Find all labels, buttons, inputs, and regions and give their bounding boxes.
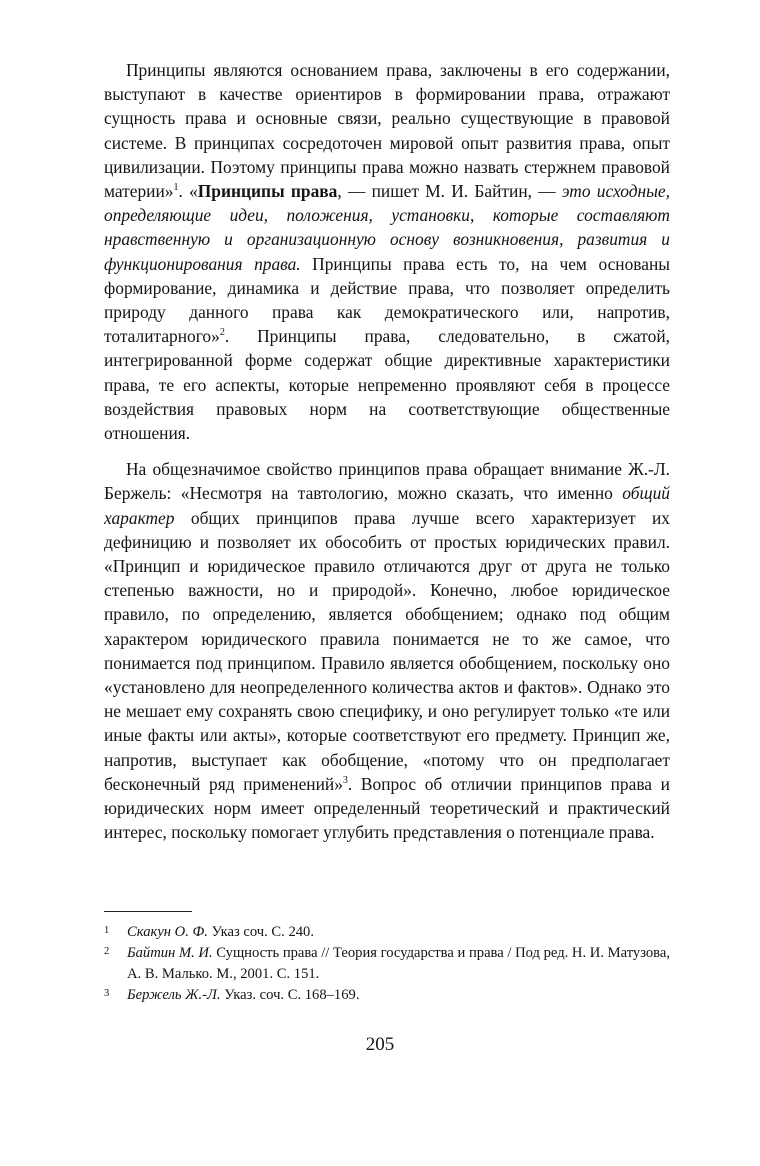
footnote-number: 1 bbox=[104, 925, 110, 936]
paragraph-1-text-5: . Принципы права, следовательно, в сжатой, интегрированной форме содержат общие директивные характеристики права, те его аспекты, которые непременно проявляют себя в процессе воздействия правовых норм на соответствующие общественные отношения. bbox=[104, 326, 670, 444]
footnote-ref-1: 1 bbox=[173, 182, 179, 194]
footnote-author: Бержель Ж.-Л. bbox=[127, 987, 221, 1003]
paragraph-1-text-3: , — пишет М. И. Байтин, — bbox=[337, 181, 562, 202]
paragraph-1-text-4: Принципы права есть то, на чем основаны формирование, динамика и действие права, что позволяет определить природу данного права как демократического или, напротив, тоталитарного» bbox=[104, 253, 670, 347]
footnote-text: Сущность права // Теория государства и права / Под ред. Н. И. Матузова, А. В. Малько. М., 2001. С. 151. bbox=[127, 945, 670, 982]
footnote-text: Указ. соч. С. 168–169. bbox=[220, 987, 360, 1003]
paragraph-1 bbox=[104, 58, 670, 445]
footnote-author: Скакун О. Ф. bbox=[127, 924, 208, 940]
page-number: 205 bbox=[365, 1034, 395, 1055]
footnote-number: 3 bbox=[104, 988, 110, 999]
italic-general-character: общий характер bbox=[104, 483, 670, 528]
footnote-author: Байтин М. И. bbox=[127, 945, 213, 961]
paragraph-2-text-2: общих принципов права лучше всего характеризует их дефиницию и позволяет их обособить от простых юридических правил. «Принцип и юридическое правило отличаются друг от друга не только степенью важности, но и природой». Конечно, любое юридическое правило, по определению, является обобщением; однако под общим характером юридического правила понимается не то же самое, что понимается под принципом. Правило является обобщением, поскольку оно «установлено для неопределенного количества актов и фактов». Однако это не мешает ему сохранять свою специфику, и оно регулирует только «те или иные факты или акты», которые соответствуют его предмету. Принцип же, напротив, выступает как обобщение, «потому что он предполагает бесконечный ряд применений» bbox=[104, 507, 670, 794]
paragraph-2-text-1: На общезначимое свойство принципов права обращает внимание Ж.-Л. Бержель: «Несмотря на тавтологию, можно сказать, что именно bbox=[104, 459, 670, 504]
paragraph-2 bbox=[104, 457, 670, 844]
footnote-ref-2: 2 bbox=[219, 327, 225, 339]
italic-definition: это исходные, определяющие идеи, положения, установки, которые составляют нравственную и организационную основу возникновения, развития и функционирования права. bbox=[104, 181, 671, 274]
footnote-divider bbox=[104, 911, 192, 912]
footnote-ref-3: 3 bbox=[342, 775, 348, 787]
footnote-3 bbox=[104, 985, 670, 1006]
footnote-1 bbox=[104, 922, 670, 943]
paragraph-2-text-3: . Вопрос об отличии принципов права и юридических норм имеет определенный теоретический и практический интерес, поскольку помогает углубить представления о потенциале права. bbox=[104, 773, 670, 843]
footnote-number: 2 bbox=[104, 946, 110, 957]
footnote-text: Указ соч. С. 240. bbox=[207, 924, 314, 940]
footnotes bbox=[104, 922, 670, 1006]
main-text bbox=[104, 58, 670, 845]
paragraph-1-text-2: . « bbox=[178, 181, 198, 202]
bold-term-principles: Принципы права bbox=[197, 181, 338, 202]
footnote-2 bbox=[104, 943, 670, 985]
paragraph-1-text-1: Принципы являются основанием права, заключены в его содержании, выступают в качестве ориентиров в формировании права, отражают сущность права и основные связи, реально существующие в правовой системе. В принципах сосредоточен мировой опыт развития права, опыт цивилизации. Поэтому принципы права можно назвать стержнем правовой материи» bbox=[104, 60, 670, 202]
